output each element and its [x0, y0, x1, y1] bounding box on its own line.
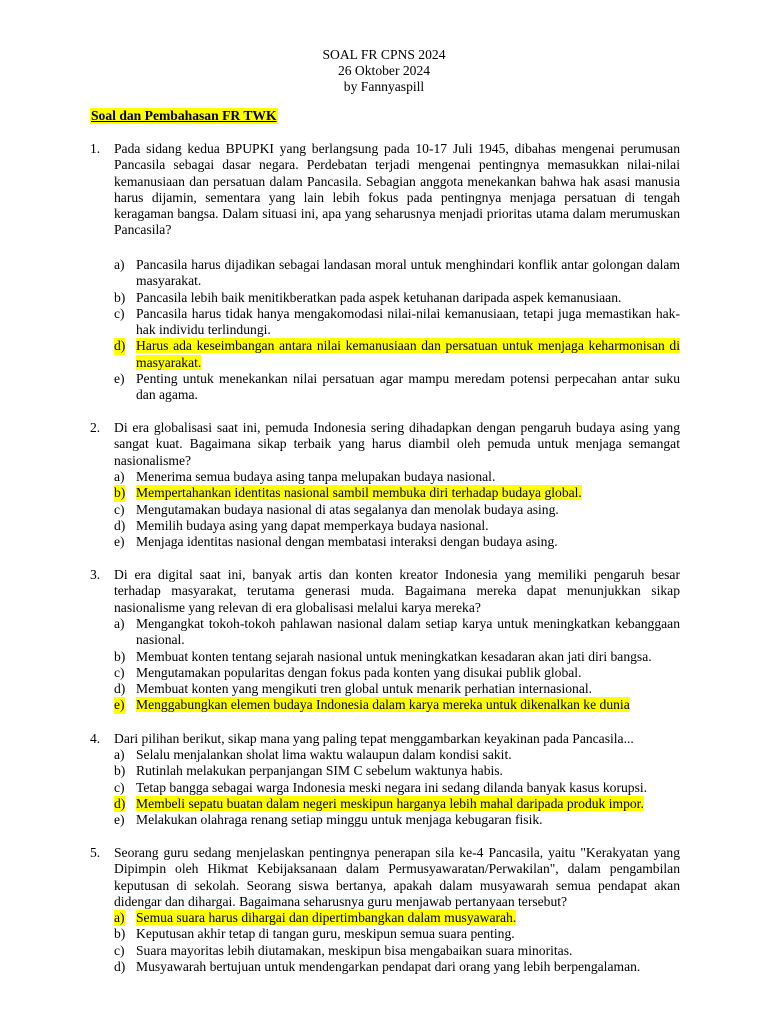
option-text: Menjaga identitas nasional dengan membatasi interaksi dengan budaya asing. — [136, 534, 558, 550]
option-b — [114, 763, 680, 779]
option-a — [114, 469, 680, 485]
option-letter: a) — [114, 747, 125, 762]
option-b — [114, 649, 680, 665]
option-a — [114, 616, 680, 649]
option-letter: a) — [114, 616, 125, 631]
option-b — [114, 926, 680, 942]
document-title: SOAL FR CPNS 2024 — [322, 47, 446, 62]
option-e — [114, 534, 680, 550]
option-letter: d) — [114, 338, 126, 354]
question-5-options — [114, 910, 680, 975]
option-c — [114, 306, 680, 339]
option-d — [114, 518, 680, 534]
option-text: Suara mayoritas lebih diutamakan, meskipun bisa mengabaikan suara minoritas. — [136, 942, 573, 958]
question-3 — [90, 567, 680, 616]
question-number: 3. — [90, 567, 101, 582]
question-stem: Di era globalisasi saat ini, pemuda Indonesia sering dihadapkan dengan pengaruh budaya asing yang sangat kuat. Bagaimana sikap terbaik yang harus diambil oleh pemuda untuk menjaga semangat nasionalisme? — [114, 420, 680, 468]
option-letter: e) — [114, 812, 125, 828]
document-author: by Fannyaspill — [343, 79, 425, 94]
option-text: Penting untuk menekankan nilai persatuan agar mampu meredam potensi perpecahan antar suku dan agama. — [136, 371, 680, 403]
option-text: Melakukan olahraga renang setiap minggu untuk menjaga kebugaran fisik. — [136, 812, 543, 828]
option-text: Tetap bangga sebagai warga Indonesia meski negara ini sedang dilanda banyak kasus korupsi. — [136, 779, 648, 795]
question-stem: Pada sidang kedua BPUPKI yang berlangsung pada 10-17 Juli 1945, dibahas mengenai perumusan Pancasila sebagai dasar negara. Perdebatan terjadi mengenai pentingnya memasukkan nilai-nilai kemanusiaan dan persatuan dalam Pancasila. Sebagian anggota menekankan bahwa hak asasi manusia harus dijamin, sementara yang lain lebih fokus pada pentingnya menjaga persatuan di tengah keragaman bangsa. Dalam situasi ini, apa yang seharusnya menjadi prioritas utama dalam merumuskan Pancasila? — [114, 141, 680, 238]
option-b — [114, 290, 680, 306]
option-text: Pancasila harus tidak hanya mengakomodasi nilai-nilai kemanusiaan, tetapi juga memastikan hak-hak individu terlindungi. — [136, 305, 680, 338]
option-a — [114, 257, 680, 290]
question-number: 2. — [90, 420, 101, 435]
option-text: Musyawarah bertujuan untuk mendengarkan pendapat dari orang yang lebih berpengalaman. — [136, 958, 641, 974]
option-text: Menerima semua budaya asing tanpa melupakan budaya nasional. — [136, 469, 496, 484]
option-text-highlighted: Menggabungkan elemen budaya Indonesia dalam karya mereka untuk dikenalkan ke dunia — [136, 697, 630, 713]
question-1 — [90, 141, 680, 239]
option-text: Membuat konten tentang sejarah nasional untuk meningkatkan kesadaran akan jati diri bangsa. — [136, 648, 652, 664]
option-letter: a) — [114, 910, 125, 925]
option-letter: c) — [114, 305, 125, 321]
option-text: Selalu menjalankan sholat lima waktu walaupun dalam kondisi sakit. — [136, 747, 512, 762]
option-a-answer — [114, 910, 680, 926]
option-c — [114, 665, 680, 681]
option-c — [114, 943, 680, 959]
section-title: Soal dan Pembahasan FR TWK — [91, 108, 277, 123]
option-text: Mengutamakan budaya nasional di atas segalanya dan menolak budaya asing. — [136, 501, 559, 517]
option-text: Keputusan akhir tetap di tangan guru, meskipun semua suara penting. — [136, 926, 515, 942]
option-letter: e) — [114, 534, 125, 550]
option-text: Mengangkat tokoh-tokoh pahlawan nasional dalam setiap karya untuk meningkatkan kebanggaan nasional. — [136, 616, 680, 648]
option-text: Rutinlah melakukan perpanjangan SIM C sebelum waktunya habis. — [136, 763, 503, 779]
option-a — [114, 747, 680, 763]
option-letter: b) — [114, 648, 126, 664]
question-stem: Di era digital saat ini, banyak artis dan konten kreator Indonesia yang memiliki pengaruh besar terhadap masyarakat, terutama generasi muda. Bagaimana mereka dapat menunjukkan sikap nasionalisme yang relevan di era globalisasi melalui karya mereka? — [114, 567, 680, 615]
option-letter: d) — [114, 517, 126, 533]
option-letter: e) — [114, 697, 125, 713]
question-4 — [90, 731, 680, 747]
question-2-options — [114, 469, 680, 550]
option-d-answer — [114, 338, 680, 371]
option-text-highlighted: Mempertahankan identitas nasional sambil membuka diri terhadap budaya global. — [136, 485, 582, 501]
option-letter: e) — [114, 371, 125, 387]
option-letter: a) — [114, 257, 125, 272]
question-number: 5. — [90, 845, 101, 860]
option-d — [114, 681, 680, 697]
question-number: 4. — [90, 731, 101, 746]
question-stem: Dari pilihan berikut, sikap mana yang paling tepat menggambarkan keyakinan pada Pancasila... — [114, 731, 634, 746]
question-3-options — [114, 616, 680, 714]
option-text: Memilih budaya asing yang dapat memperkaya budaya nasional. — [136, 517, 489, 533]
option-text-highlighted: Membeli sepatu buatan dalam negeri meskipun harganya lebih mahal daripada produk impor. — [136, 795, 644, 811]
option-text-highlighted: Semua suara harus dihargai dan dipertimbangkan dalam musyawarah. — [136, 910, 517, 925]
option-text: Mengutamakan popularitas dengan fokus pada konten yang disukai publik global. — [136, 664, 582, 680]
option-e-answer — [114, 697, 680, 713]
question-number: 1. — [90, 141, 101, 156]
option-d — [114, 959, 680, 975]
question-stem: Seorang guru sedang menjelaskan pentingnya penerapan sila ke-4 Pancasila, yaitu "Kerakyatan yang Dipimpin oleh Hikmat Kebijaksanaan dalam Permusyawaratan/Perwakilan", dalam pengambilan keputusan di sekolah. Seorang siswa bertanya, apakah dalam musyawarah semua pendapat akan didengar dan dihargai. Bagaimana seharusnya guru menjawab pertanyaan tersebut? — [114, 845, 680, 909]
option-letter: c) — [114, 779, 125, 795]
option-text-highlighted: Harus ada keseimbangan antara nilai kemanusiaan dan persatuan untuk menjaga keharmonisan di masyarakat. — [136, 338, 680, 370]
option-letter: d) — [114, 958, 126, 974]
option-letter: a) — [114, 469, 125, 484]
document-date: 26 Oktober 2024 — [337, 63, 431, 78]
question-2 — [90, 420, 680, 469]
option-d-answer — [114, 796, 680, 812]
option-c — [114, 780, 680, 796]
option-letter: c) — [114, 501, 125, 517]
option-letter: b) — [114, 763, 126, 779]
option-text: Membuat konten yang mengikuti tren global untuk menarik perhatian internasional. — [136, 681, 593, 697]
option-letter: b) — [114, 289, 126, 305]
option-letter: b) — [114, 926, 126, 942]
question-5 — [90, 845, 680, 910]
option-e — [114, 371, 680, 404]
option-letter: c) — [114, 942, 125, 958]
option-text: Pancasila harus dijadikan sebagai landasan moral untuk menghindari konflik antar golongan dalam masyarakat. — [136, 257, 680, 289]
option-e — [114, 812, 680, 828]
option-letter: c) — [114, 664, 125, 680]
option-b-answer — [114, 485, 680, 501]
option-c — [114, 502, 680, 518]
question-1-options — [114, 257, 680, 404]
option-letter: b) — [114, 485, 126, 501]
option-letter: d) — [114, 681, 126, 697]
question-4-options — [114, 747, 680, 828]
option-letter: d) — [114, 795, 126, 811]
option-text: Pancasila lebih baik menitikberatkan pada aspek ketuhanan daripada aspek kemanusiaan. — [136, 289, 622, 305]
